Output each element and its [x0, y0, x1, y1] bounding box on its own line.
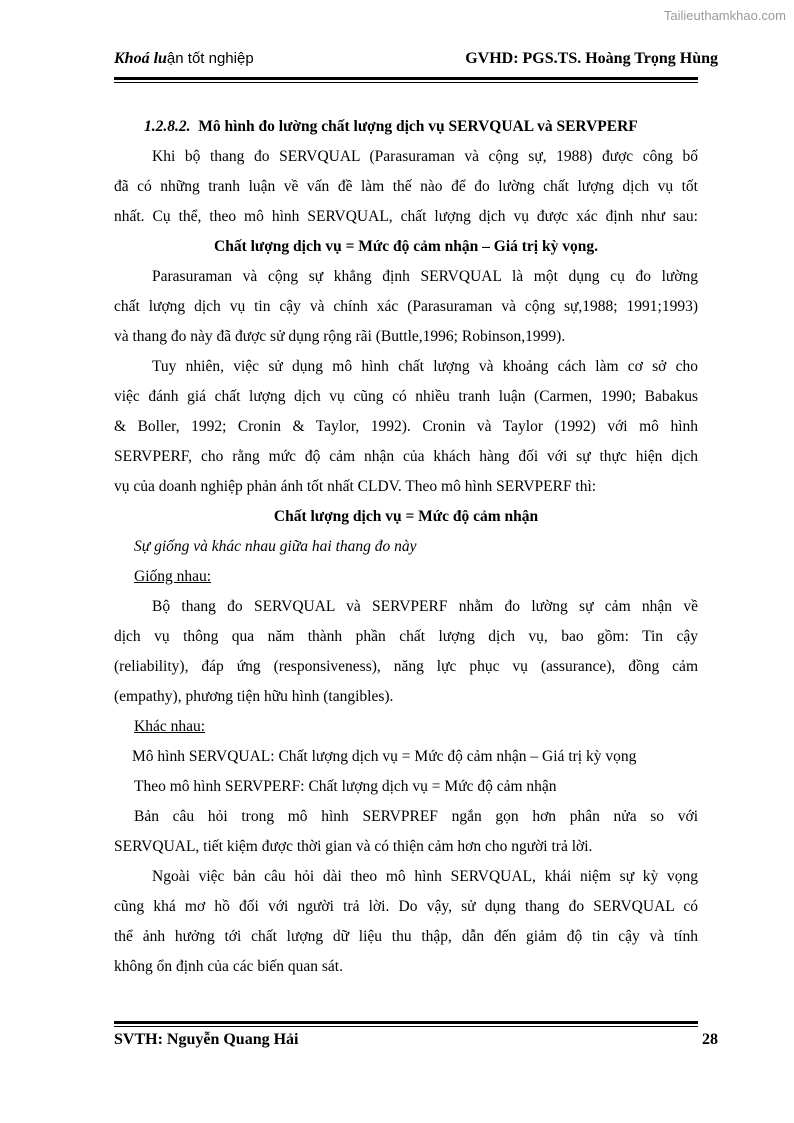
header-supervisor: GVHD: PGS.TS. Hoàng Trọng Hùng [465, 50, 718, 67]
paragraph-line: Tuy nhiên, việc sử dụng mô hình chất lượng và khoảng cách làm cơ sở cho [152, 358, 698, 375]
paragraph-line: (empathy), phương tiện hữu hình (tangibles). [114, 688, 394, 705]
paragraph-line: & Boller, 1992; Cronin & Taylor, 1992). Cronin và Taylor (1992) với mô hình [114, 418, 698, 435]
page-footer [114, 1031, 718, 1053]
difference-item: Mô hình SERVQUAL: Chất lượng dịch vụ = Mức độ cảm nhận – Giá trị kỳ vọng [132, 748, 637, 765]
footer-divider [114, 1021, 698, 1027]
paragraph-line: Parasuraman và cộng sự khẳng định SERVQUAL là một dụng cụ đo lường [152, 268, 698, 285]
paragraph-line: và thang đo này đã được sử dụng rộng rãi (Buttle,1996; Robinson,1999). [114, 328, 566, 345]
paragraph-line: nhất. Cụ thể, theo mô hình SERVQUAL, chất lượng dịch vụ được xác định như sau: [114, 208, 698, 225]
paragraph-line: Ngoài việc bản câu hỏi dài theo mô hình SERVQUAL, khái niệm sự kỳ vọng [152, 868, 698, 885]
paragraph-line: (reliability), đáp ứng (responsiveness), năng lực phục vụ (assurance), đồng cảm [114, 658, 698, 675]
paragraph-line: chất lượng dịch vụ tin cậy và chính xác (Parasuraman và cộng sự,1988; 1991;1993) [114, 298, 698, 315]
paragraph-line: SERVQUAL, tiết kiệm được thời gian và có thiện cảm hơn cho người trả lời. [114, 838, 593, 855]
difference-item: Theo mô hình SERVPERF: Chất lượng dịch vụ = Mức độ cảm nhận [134, 778, 557, 795]
formula-servperf: Chất lượng dịch vụ = Mức độ cảm nhận [273, 508, 539, 525]
document-body [114, 112, 698, 982]
formula-servqual: Chất lượng dịch vụ = Mức độ cảm nhận – Giá trị kỳ vọng. [214, 238, 598, 255]
paragraph-line: Bộ thang đo SERVQUAL và SERVPERF nhằm đo lường sự cảm nhận về [152, 598, 698, 615]
header-divider [114, 77, 698, 83]
paragraph-line: thể ảnh hưởng tới chất lượng dữ liệu thu thập, dẫn đến giảm độ tin cậy và tính [114, 928, 698, 945]
comparison-subheading: Sự giống và khác nhau giữa hai thang đo này [134, 538, 417, 555]
section-title: Mô hình đo lường chất lượng dịch vụ SERVQUAL và SERVPERF [198, 118, 638, 135]
paragraph-line: Khi bộ thang đo SERVQUAL (Parasuraman và cộng sự, 1988) được công bố [152, 148, 698, 165]
page-number: 28 [702, 1031, 718, 1048]
paragraph-line: Bản câu hỏi trong mô hình SERVPREF ngắn gọn hơn phân nửa so với [134, 808, 698, 825]
header-thesis-label-bold: Khoá lu [114, 50, 167, 67]
section-number: 1.2.8.2. [144, 118, 191, 135]
differences-heading: Khác nhau: [134, 718, 206, 735]
paragraph-line: không ổn định của các biến quan sát. [114, 958, 343, 975]
paragraph-line: việc đánh giá chất lượng dịch vụ cũng có nhiều tranh luận (Carmen, 1990; Babakus [114, 388, 698, 405]
paragraph-line: vụ của doanh nghiệp phản ánh tốt nhất CLDV. Theo mô hình SERVPERF thì: [114, 478, 597, 495]
page-header [114, 50, 718, 72]
paragraph-line: SERVPERF, cho rằng mức độ cảm nhận của khách hàng đối với sự thực hiện dịch [114, 448, 698, 465]
paragraph-line: cũng khá mơ hồ đối với người trả lời. Do vậy, sử dụng thang đo SERVQUAL có [114, 898, 698, 915]
header-thesis-label-rest: ận tốt nghiệp [166, 50, 254, 67]
header-thesis-label [114, 50, 254, 68]
paragraph-line: đã có những tranh luận về vấn đề làm thế nào để đo lường chất lượng dịch vụ tốt [114, 178, 698, 195]
similarities-heading: Giống nhau: [134, 568, 212, 585]
footer-student: SVTH: Nguyễn Quang Hải [114, 1031, 299, 1048]
paragraph-line: dịch vụ thông qua năm thành phần chất lượng dịch vụ, bao gồm: Tin cậy [114, 628, 698, 645]
watermark: Tailieuthamkhao.com [663, 8, 786, 23]
section-heading [114, 112, 698, 142]
